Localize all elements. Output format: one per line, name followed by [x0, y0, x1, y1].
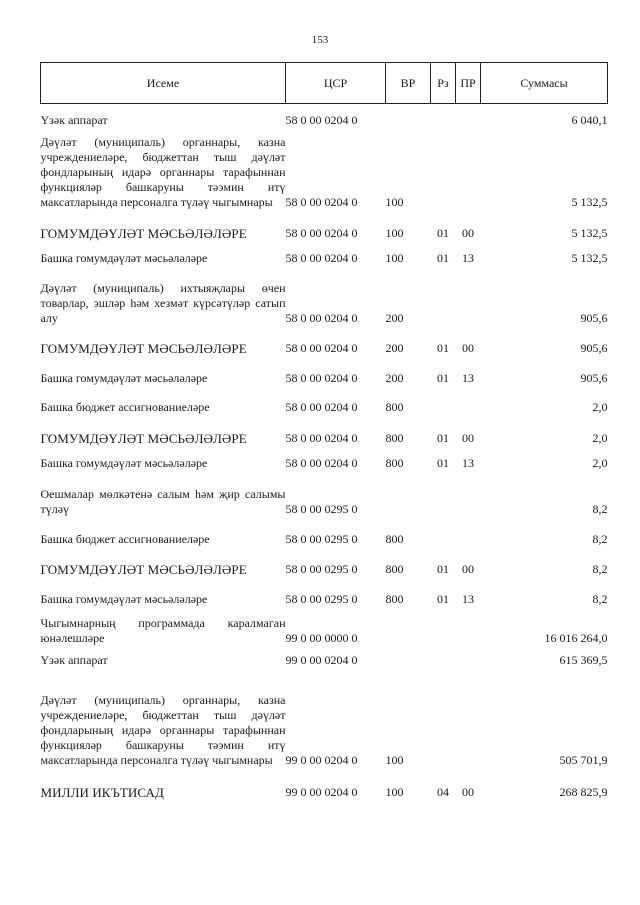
cell-csr: 58 0 00 0204 0 [285, 112, 358, 127]
cell-vr: 800 [385, 430, 404, 445]
cell-pr [456, 668, 481, 768]
cell-vr [386, 104, 431, 128]
cell-rz [431, 471, 456, 517]
cell-name: ГОМУМДӘҮЛӘТ МӘСЬӘЛӘЛӘРЕ [40, 561, 247, 577]
cell-pr [456, 607, 481, 646]
cell-pr [456, 266, 481, 326]
table-row [41, 128, 608, 210]
table-row [41, 577, 608, 607]
header-rz: Рз [431, 63, 456, 104]
cell-csr: 99 0 00 0204 0 [285, 652, 358, 667]
cell-name: Дәүләт (муниципаль) ихтыяҗлары өчен товарлар, эшләр һәм хезмәт күрсәтүләр сатып алу [40, 280, 286, 325]
cell-csr: 58 0 00 0204 0 [285, 399, 358, 414]
table-row [41, 471, 608, 517]
cell-sum: 8,2 [592, 591, 608, 606]
cell-csr: 58 0 00 0295 0 [285, 591, 358, 606]
cell-name: Башка гомумдәүләт мәсьәләләре [40, 250, 208, 265]
cell-sum: 2,0 [592, 399, 608, 414]
cell-name: ГОМУМДӘҮЛӘТ МӘСЬӘЛӘЛӘРЕ [40, 225, 247, 241]
cell-vr [386, 646, 431, 668]
cell-sum: 268 825,9 [559, 784, 608, 799]
cell-csr: 58 0 00 0204 0 [285, 430, 358, 445]
cell-rz [431, 266, 456, 326]
cell-pr: 13 [462, 250, 474, 265]
cell-name: Үзәк аппарат [40, 652, 108, 667]
cell-vr: 100 [385, 194, 404, 209]
cell-vr: 100 [385, 752, 404, 767]
cell-sum: 16 016 264,0 [544, 630, 608, 645]
cell-pr [456, 646, 481, 668]
page-number: 153 [311, 34, 329, 46]
cell-vr: 100 [385, 250, 404, 265]
cell-rz: 01 [437, 430, 449, 445]
cell-csr: 58 0 00 0295 0 [285, 561, 358, 576]
cell-vr: 200 [385, 370, 404, 385]
cell-name: Дәүләт (муниципаль) органнары, казна учреждениеләре, бюджеттан тыш дәүләт фондларының идарә органнары тарафыннан функцияләр башкаруны тәэмин итү максатларында персоналга түләү чыгымнары [40, 692, 286, 767]
cell-sum: 615 369,5 [559, 652, 608, 667]
cell-rz: 01 [437, 250, 449, 265]
cell-vr: 100 [385, 784, 404, 799]
cell-pr [456, 386, 481, 415]
cell-name: ГОМУМДӘҮЛӘТ МӘСЬӘЛӘЛӘРЕ [40, 430, 247, 446]
cell-name: Башка гомумдәүләт мәсьәләләре [40, 591, 208, 606]
cell-rz: 01 [437, 225, 449, 240]
cell-sum: 905,6 [580, 340, 608, 355]
header-pr: ПР [456, 63, 481, 104]
cell-vr [386, 471, 431, 517]
cell-pr: 00 [462, 430, 474, 445]
cell-name: Оешмалар мөлкәтенә салым һәм җир салымы түләү [40, 486, 286, 516]
table-row [41, 547, 608, 577]
cell-rz [431, 646, 456, 668]
cell-sum: 905,6 [580, 370, 608, 385]
cell-sum: 8,2 [592, 531, 608, 546]
cell-pr [456, 128, 481, 210]
cell-name: Үзәк аппарат [40, 112, 108, 127]
header-sum: Суммасы [481, 63, 608, 104]
cell-sum: 8,2 [592, 501, 608, 516]
cell-rz [431, 668, 456, 768]
cell-name: Башка бюджет ассигнованиеләре [40, 531, 210, 546]
cell-csr: 58 0 00 0204 0 [285, 455, 358, 470]
budget-table [40, 62, 608, 800]
header-row [41, 63, 608, 104]
cell-rz [431, 386, 456, 415]
cell-pr: 13 [462, 591, 474, 606]
cell-name: Дәүләт (муниципаль) органнары, казна учреждениеләре, бюджеттан тыш дәүләт фондларының идарә органнары тарафыннан функцияләр башкаруны тәэмин итү максатларында персоналга түләү чыгымнары [40, 134, 286, 209]
table-row [41, 326, 608, 356]
cell-vr: 800 [385, 591, 404, 606]
cell-sum: 8,2 [592, 561, 608, 576]
table-row [41, 266, 608, 326]
cell-pr: 13 [462, 370, 474, 385]
table-row [41, 446, 608, 471]
cell-csr: 58 0 00 0204 0 [285, 310, 358, 325]
cell-rz: 01 [437, 455, 449, 470]
cell-vr: 800 [385, 531, 404, 546]
cell-vr [386, 607, 431, 646]
table-row [41, 607, 608, 646]
cell-name: ГОМУМДӘҮЛӘТ МӘСЬӘЛӘЛӘРЕ [40, 340, 247, 356]
cell-sum: 5 132,5 [571, 250, 608, 265]
table-row [41, 768, 608, 800]
cell-pr: 00 [462, 784, 474, 799]
cell-rz [431, 607, 456, 646]
cell-csr: 58 0 00 0204 0 [285, 340, 358, 355]
cell-sum: 505 701,9 [559, 752, 608, 767]
cell-pr [456, 104, 481, 128]
cell-pr [456, 471, 481, 517]
header-csr: ЦСР [286, 63, 386, 104]
cell-pr: 00 [462, 340, 474, 355]
table-row [41, 415, 608, 446]
cell-name: Башка гомумдәүләт мәсьәләләре [40, 370, 208, 385]
cell-vr: 200 [385, 310, 404, 325]
cell-name: МИЛЛИ ИКЪТИСАД [40, 784, 164, 800]
cell-rz: 01 [437, 370, 449, 385]
table-row [41, 668, 608, 768]
cell-rz: 01 [437, 591, 449, 606]
cell-pr: 13 [462, 455, 474, 470]
cell-csr: 58 0 00 0295 0 [285, 501, 358, 516]
cell-csr: 58 0 00 0204 0 [285, 250, 358, 265]
cell-rz [431, 128, 456, 210]
header-name: Исеме [41, 63, 286, 104]
cell-sum: 5 132,5 [571, 194, 608, 209]
cell-sum: 6 040,1 [571, 112, 608, 127]
cell-csr: 58 0 00 0204 0 [285, 225, 358, 240]
cell-sum: 2,0 [592, 430, 608, 445]
cell-csr: 58 0 00 0204 0 [285, 370, 358, 385]
cell-name: Башка гомумдәүләт мәсьәләләре [40, 455, 208, 470]
cell-name: Чыгымнарның программада каралмаган юнәлешләре [40, 615, 286, 645]
cell-csr: 58 0 00 0295 0 [285, 531, 358, 546]
cell-rz: 01 [437, 340, 449, 355]
cell-csr: 58 0 00 0204 0 [285, 194, 358, 209]
cell-name: Башка бюджет ассигнованиеләре [40, 399, 210, 414]
cell-pr: 00 [462, 225, 474, 240]
cell-vr: 200 [385, 340, 404, 355]
cell-sum: 905,6 [580, 310, 608, 325]
cell-csr: 99 0 00 0204 0 [285, 784, 358, 799]
cell-sum: 5 132,5 [571, 225, 608, 240]
cell-vr: 800 [385, 455, 404, 470]
cell-pr: 00 [462, 561, 474, 576]
cell-vr: 800 [385, 561, 404, 576]
table-row [41, 241, 608, 266]
table-row [41, 356, 608, 386]
table-row [41, 210, 608, 241]
cell-rz [431, 104, 456, 128]
header-vr: ВР [386, 63, 431, 104]
table-row [41, 517, 608, 547]
cell-rz: 01 [437, 561, 449, 576]
cell-vr: 800 [385, 399, 404, 414]
cell-pr [456, 517, 481, 547]
cell-vr: 100 [385, 225, 404, 240]
cell-rz [431, 517, 456, 547]
cell-csr: 99 0 00 0000 0 [285, 630, 358, 645]
table-row [41, 646, 608, 668]
cell-rz: 04 [437, 784, 449, 799]
cell-csr: 99 0 00 0204 0 [285, 752, 358, 767]
table-row [41, 104, 608, 128]
table-row [41, 386, 608, 415]
cell-sum: 2,0 [592, 455, 608, 470]
